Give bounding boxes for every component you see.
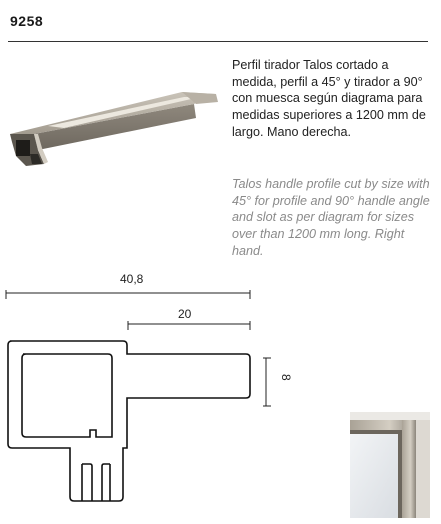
profile-section-drawing [0,268,300,524]
dim-total-width: 40,8 [120,272,144,286]
product-code: 9258 [10,13,44,29]
description-spanish: Perfil tirador Talos cortado a medida, perfil a 45° y tirador a 90° con muesca según diagrama para medidas superiores a 1200 mm de largo. Mano derecha. [232,58,426,139]
profile-slot [82,464,110,501]
dim-handle-width: 20 [178,307,192,321]
corner-detail-photo [350,412,430,518]
header-rule [8,41,428,42]
profile-outline [8,341,250,501]
description-english: Talos handle profile cut by size with 45° for profile and 90° handle angle and slot as per diagram for sizes over than 1200 mm long. Right hand. [232,177,430,258]
profile-photo [4,82,222,182]
dim-handle-height: 8 [279,374,293,381]
profile-cavity [22,354,112,437]
